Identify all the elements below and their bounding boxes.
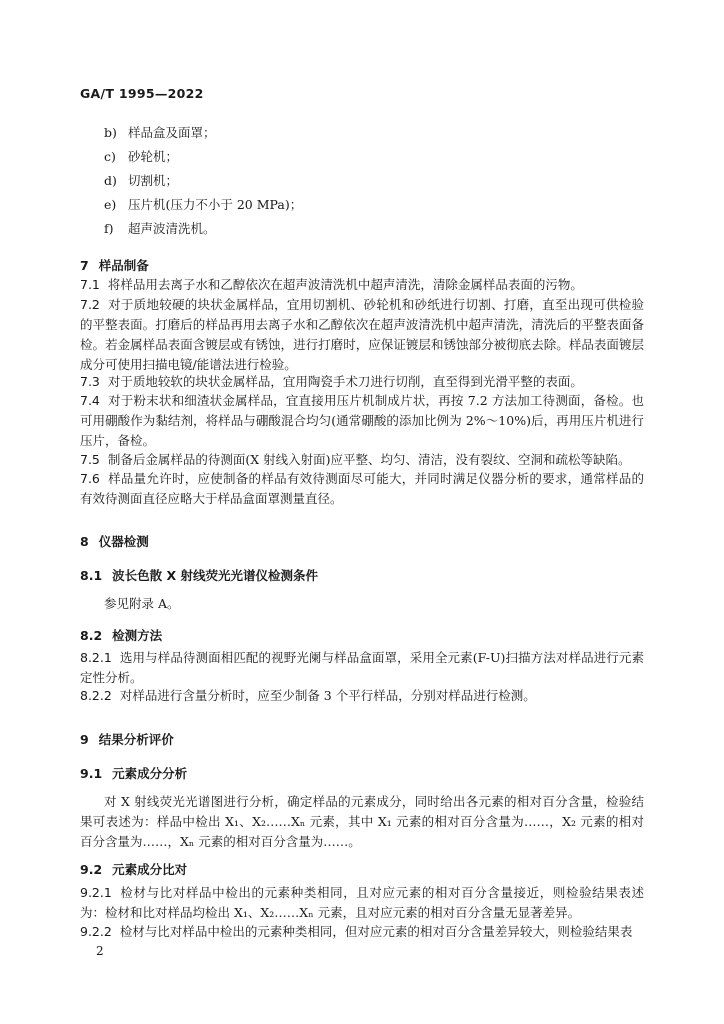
section-8-1-text: 参见附录 A。 <box>104 596 180 611</box>
list-label: c) <box>104 149 116 164</box>
paragraph-7-6: 7.6 样品量允许时，应使制备的样品有效待测面尽可能大，并同时满足仪器分析的要求，通常样品的有效待测面直径应略大于样品盒面罩测量直径。 <box>80 471 644 506</box>
list-label: f) <box>104 221 114 236</box>
paragraph-8-2-2: 8.2.2 对样品进行含量分析时，应至少制备 3 个平行样品，分别对样品进行检测。 <box>80 688 536 703</box>
section-8-2-heading: 8.2 检测方法 <box>80 628 163 643</box>
section-9-2-heading: 9.2 元素成分比对 <box>80 862 188 877</box>
paragraph-7-5: 7.5 制备后金属样品的待测面(X 射线入射面)应平整、均匀、清洁，没有裂纹、空洞和疏松等缺陷。 <box>80 452 631 467</box>
list-text: 切割机； <box>128 173 179 188</box>
paragraph-7-1: 7.1 将样品用去离子水和乙醇依次在超声波清洗机中超声清洗，清除金属样品表面的污物。 <box>80 277 583 292</box>
page-number: 2 <box>96 944 104 958</box>
paragraph-9-2-1: 9.2.1 检材与比对样品中检出的元素种类相同，且对应元素的相对百分含量接近，则检验结果表述为：检材和比对样品均检出 X₁、X₂……Xₙ 元素，且对应元素的相对百分含量无显著差异。 <box>80 885 644 920</box>
paragraph-8-2-1: 8.2.1 选用与样品待测面相匹配的视野光阑与样品盒面罩，采用全元素(F-U)扫描方法对样品进行元素定性分析。 <box>80 650 644 685</box>
list-item <box>104 195 302 213</box>
list-item <box>104 123 216 141</box>
list-item <box>104 219 216 237</box>
section-9-1-heading: 9.1 元素成分分析 <box>80 766 188 781</box>
list-text: 砂轮机； <box>128 149 179 164</box>
paragraph-7-3: 7.3 对于质地较软的块状金属样品，宜用陶瓷手术刀进行切削，直至得到光滑平整的表面。 <box>80 374 583 389</box>
list-label: b) <box>104 125 117 140</box>
paragraph-7-4: 7.4 对于粉末状和细渣状金属样品，宜直接用压片机制成片状，再按 7.2 方法加工待测面，备检。也可用硼酸作为黏结剂，将样品与硼酸混合均匀(通常硼酸的添加比例为 2%～10%)后，再用压片机进行压片，备检。 <box>80 393 644 448</box>
list-label: e) <box>104 197 117 212</box>
section-9-heading: 9 结果分析评价 <box>80 732 174 747</box>
section-9-1-text: 对 X 射线荧光光谱图进行分析，确定样品的元素成分，同时给出各元素的相对百分含量，检验结果可表述为：样品中检出 X₁、X₂……Xₙ 元素，其中 X₁ 元素的相对百分含量为……，X₂ 元素的相对百分含量为……，Xₙ 元素的相对百分含量为……。 <box>80 794 644 849</box>
section-8-heading: 8 仪器检测 <box>80 534 149 549</box>
list-label: d) <box>104 173 117 188</box>
paragraph-7-2: 7.2 对于质地较硬的块状金属样品，宜用切割机、砂轮机和砂纸进行切割、打磨，直至出现可供检验的平整表面。打磨后的样品再用去离子水和乙醇依次在超声波清洗机中超声清洗，清洗后的平整表面备检。若金属样品表面含镀层或有锈蚀，进行打磨时，应保证镀层和锈蚀部分被彻底去除。样品表面镀层成分可使用扫描电镜/能谱法进行检验。 <box>80 297 644 372</box>
list-text: 压片机(压力不小于 20 MPa)； <box>128 197 303 212</box>
list-text: 样品盒及面罩； <box>128 125 216 140</box>
list-text: 超声波清洗机。 <box>128 221 216 236</box>
paragraph-9-2-2: 9.2.2 检材与比对样品中检出的元素种类相同，但对应元素的相对百分含量差异较大，则检验结果表 <box>80 924 633 939</box>
list-item <box>104 171 178 189</box>
list-item <box>104 147 178 165</box>
standard-number: GA/T 1995—2022 <box>80 86 204 101</box>
section-8-1-heading: 8.1 波长色散 X 射线荧光光谱仪检测条件 <box>80 568 318 583</box>
section-7-heading: 7 样品制备 <box>80 258 149 273</box>
